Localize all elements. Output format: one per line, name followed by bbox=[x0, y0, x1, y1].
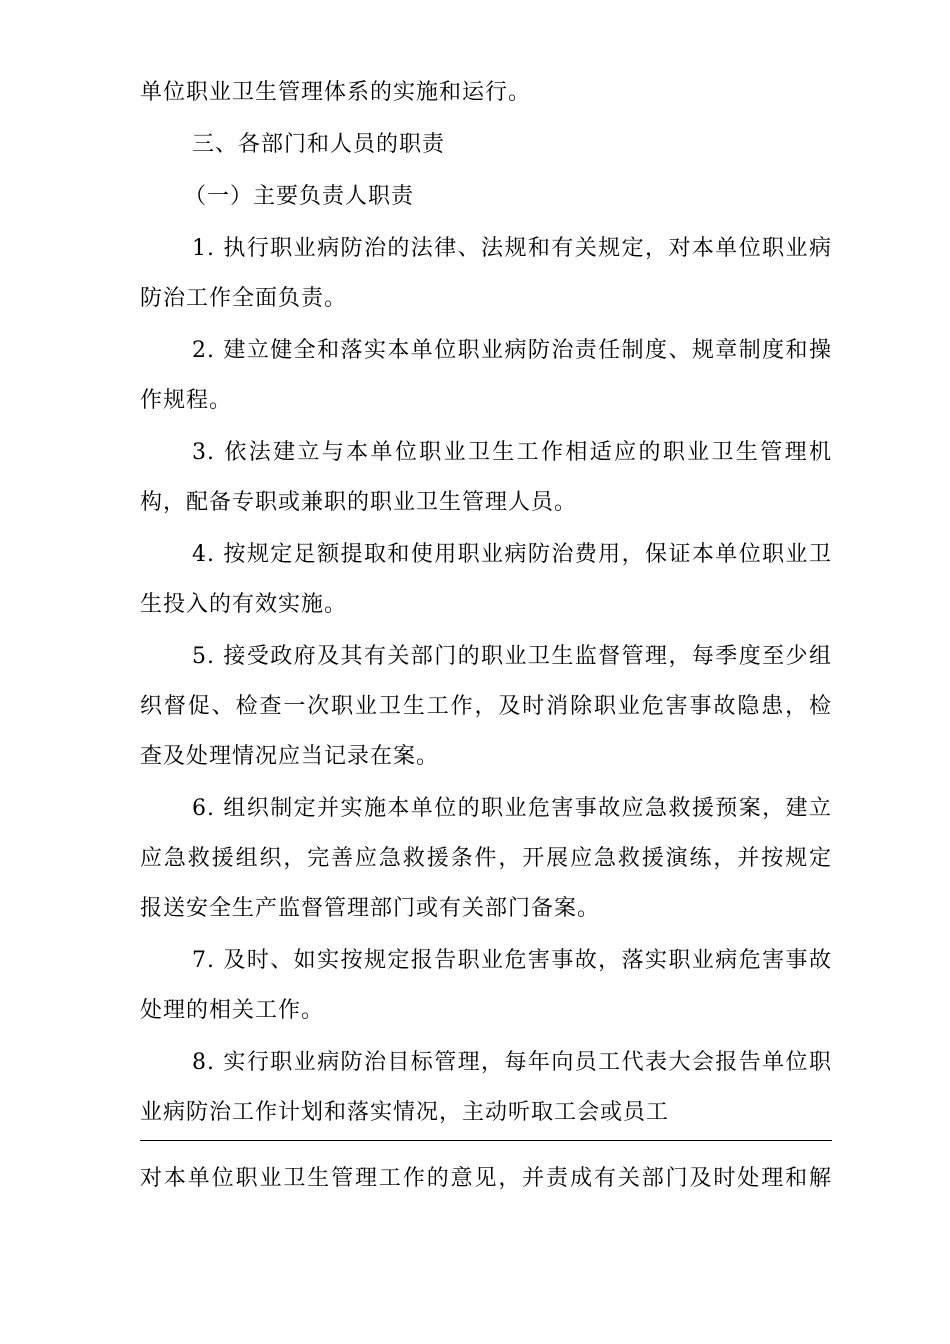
paragraph-line: 4. 按规定足额提取和使用职业病防治费用，保证本单位职业卫 bbox=[192, 542, 832, 567]
section-heading: 三、各部门和人员的职责 bbox=[192, 132, 446, 157]
item-1 bbox=[140, 234, 832, 314]
paragraph-line: 单位职业卫生管理体系的实施和运行。 bbox=[140, 80, 532, 105]
paragraph-line: 7. 及时、如实按规定报告职业危害事故，落实职业病危害事故 bbox=[192, 948, 832, 973]
footnote-separator bbox=[140, 1140, 832, 1141]
subsection-heading: （一）主要负责人职责 bbox=[184, 184, 415, 209]
item-3 bbox=[140, 438, 832, 518]
item-4 bbox=[140, 540, 832, 620]
paragraph-line: 织督促、检查一次职业卫生工作，及时消除职业危害事故隐患，检 bbox=[140, 694, 832, 719]
item-8 bbox=[140, 1048, 832, 1128]
paragraph-line: 3. 依法建立与本单位职业卫生工作相适应的职业卫生管理机 bbox=[192, 440, 832, 465]
paragraph-line: 应急救援组织，完善应急救援条件，开展应急救援演练，并按规定 bbox=[140, 846, 832, 871]
document-body bbox=[140, 78, 832, 1128]
paragraph-line: 业病防治工作计划和落实情况，主动听取工会或员工 bbox=[140, 1100, 670, 1125]
paragraph-line: 构，配备专职或兼职的职业卫生管理人员。 bbox=[140, 490, 578, 515]
item-6 bbox=[140, 794, 832, 924]
item-5 bbox=[140, 642, 832, 772]
continuation-text bbox=[140, 1164, 832, 1194]
paragraph-line: 1. 执行职业病防治的法律、法规和有关规定，对本单位职业病 bbox=[192, 236, 832, 261]
paragraph-line: 对本单位职业卫生管理工作的意见，并责成有关部门及时处理和解 bbox=[140, 1166, 832, 1191]
paragraph-line: 8. 实行职业病防治目标管理，每年向员工代表大会报告单位职 bbox=[192, 1050, 832, 1075]
paragraph-line: 防治工作全面负责。 bbox=[140, 286, 348, 311]
paragraph-line: 处理的相关工作。 bbox=[140, 998, 325, 1023]
paragraph-line: 查及处理情况应当记录在案。 bbox=[140, 744, 440, 769]
paragraph-line: 2. 建立健全和落实本单位职业病防治责任制度、规章制度和操 bbox=[192, 338, 832, 363]
paragraph-line: 6. 组织制定并实施本单位的职业危害事故应急救援预案，建立 bbox=[192, 796, 832, 821]
paragraph-line: 作规程。 bbox=[140, 388, 233, 413]
item-7 bbox=[140, 946, 832, 1026]
paragraph-line: 报送安全生产监督管理部门或有关部门备案。 bbox=[140, 896, 601, 921]
paragraph-line: 生投入的有效实施。 bbox=[140, 592, 348, 617]
item-2 bbox=[140, 336, 832, 416]
paragraph-line: 5. 接受政府及其有关部门的职业卫生监督管理，每季度至少组 bbox=[192, 644, 832, 669]
